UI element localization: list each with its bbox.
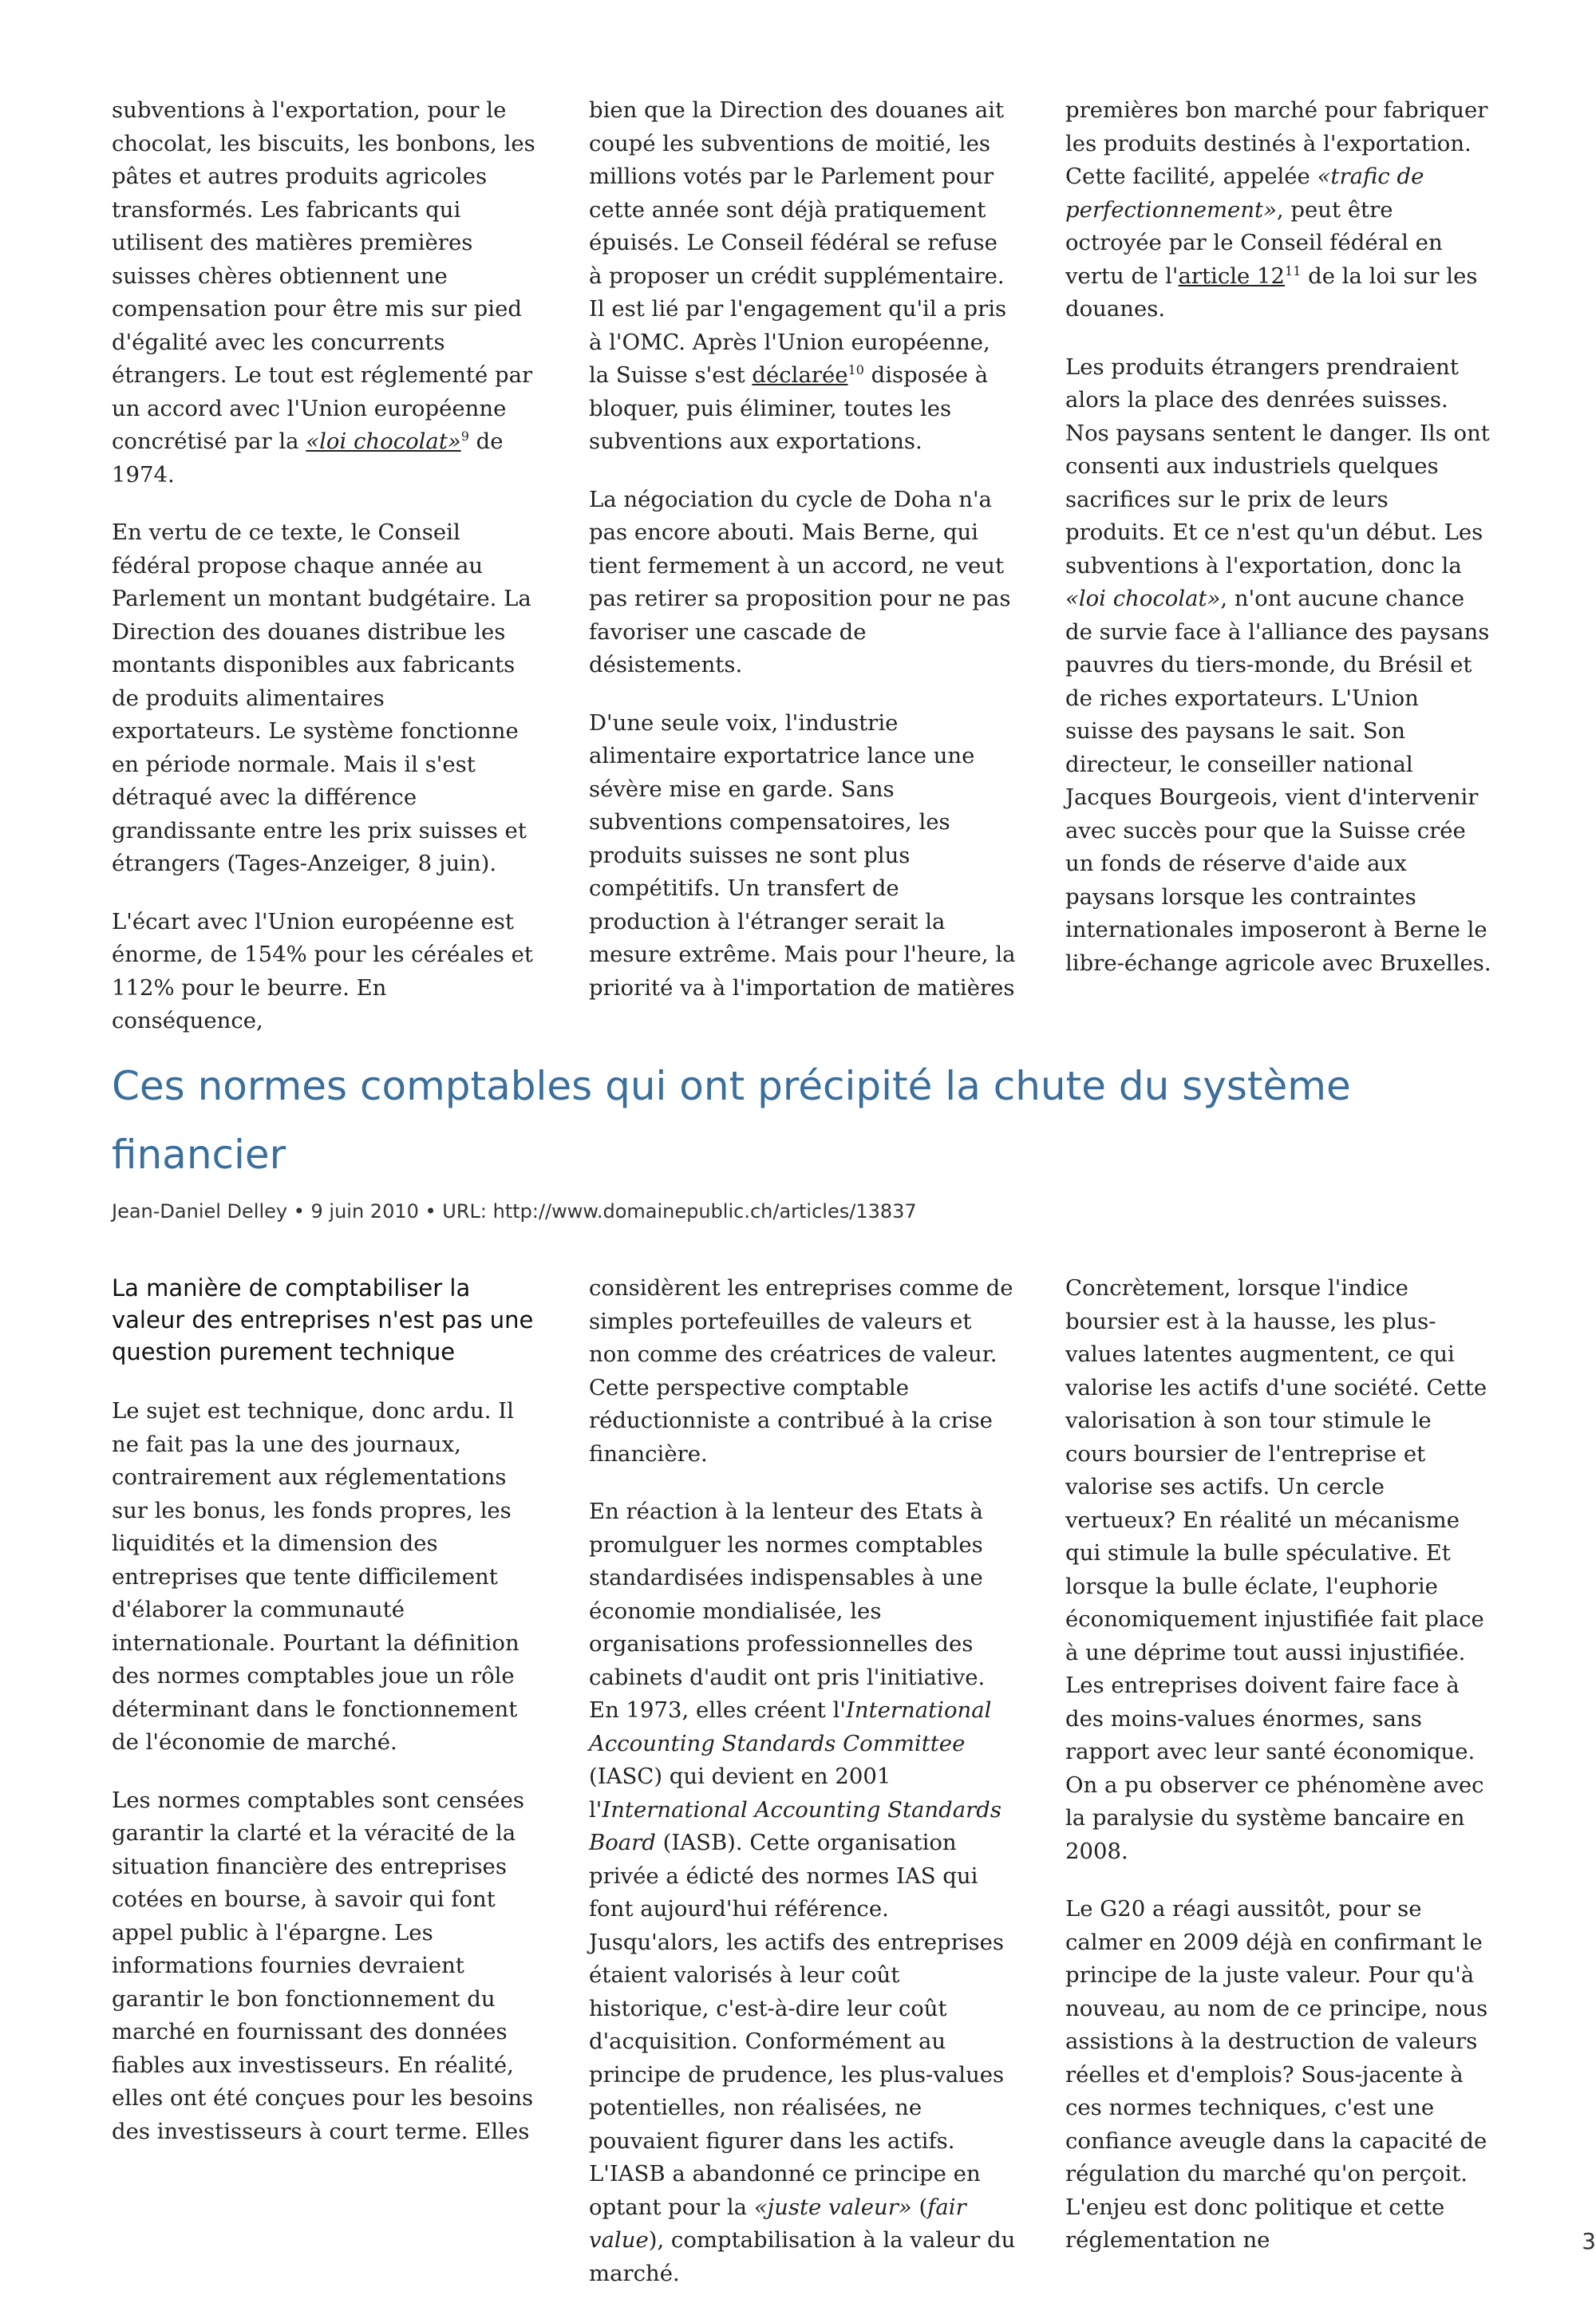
- bottom-col3-paragraph-2: Le G20 a réagi aussitôt, pour se calmer en 2009 déjà en confirmant le principe de la juste valeur. Pour qu'à nouveau, au nom de ce principe, nous assistions à la destruction de valeurs réelles et d'emplois? Sous-jacente à ces normes techniques, c'est une confiance aveugle dans la capacité de régulation du marché qu'on perçoit. L'enjeu est donc politique et cette réglementation ne: [1065, 1896, 1488, 2253]
- footnote-ref: 9: [460, 428, 469, 444]
- bottom-col2-paragraph-1: considèrent les entreprises comme de simples portefeuilles de valeurs et non comme des créatrices de valeur. Cette perspective comptable réductionniste a contribué à la crise financière.: [589, 1275, 1013, 1467]
- bottom-col1-paragraph-2: Les normes comptables sont censées garantir la clarté et la véracité de la situation financière des entreprises cotées en bourse, à savoir qui font appel public à l'épargne. Les informations fournies devraient garantir le bon fonctionnement du marché en fournissant des données fiables aux investisseurs. En réalité, elles ont été conçues pour les besoins des investisseurs à court terme. Elles: [112, 1787, 534, 2144]
- bottom-column-2: [589, 1272, 1017, 2315]
- top-col1-paragraph-3: L'écart avec l'Union européenne est énorme, de 154% pour les céréales et 112% pour le beurre. En conséquence,: [112, 908, 533, 1033]
- declaree-link[interactable]: déclarée: [752, 362, 848, 388]
- loi-chocolat-link[interactable]: «loi chocolat»: [306, 429, 461, 454]
- top-col2-paragraph-3: D'une seule voix, l'industrie alimentaire exportatrice lance une sévère mise en garde. Sans subventions compensatoires, les produits suisses ne sont plus compétitifs. Un transfert de production à l'étranger serait la mesure extrême. Mais pour l'heure, la priorité va à l'importation de matières: [589, 709, 1016, 1001]
- bottom-col1-paragraph-1: Le sujet est technique, donc ardu. Il ne fait pas la une des journaux, contrairement aux réglementations sur les bonus, les fonds propres, les liquidités et la dimension des entreprises que tente difficilement d'élaborer la communauté internationale. Pourtant la définition des normes comptables joue un rôle déterminant dans le fonctionnement de l'économie de marché.: [112, 1398, 519, 1755]
- top-col3-paragraph-2: Les produits étrangers prendraient alors la place des denrées suisses. Nos paysans sentent le danger. Ils ont consenti aux industriels quelques sacrifices sur le prix de leurs produits. Et ce n'est qu'un début. Les subventions à l'exportation, donc la «loi chocolat», n'ont aucune chance de survie face à l'alliance des paysans pauvres du tiers-monde, du Brésil et de riches exportateurs. L'Union suisse des paysans le sait. Son directeur, le conseiller national Jacques Bourgeois, vient d'intervenir avec succès pour que la Suisse crée un fonds de réserve d'aide aux paysans lorsque les contraintes internationales imposeront à Berne le libre-échange agricole avec Bruxelles.: [1065, 354, 1491, 976]
- top-col3-paragraph-1: premières bon marché pour fabriquer les produits destinés à l'exportation. Cette facilité, appelée «trafic de perfectionnement», peut être octroyée par le Conseil fédéral en vertu de l'article 12$^{11}$ de la loi sur les douanes.: [1065, 97, 1488, 322]
- footnote-ref: 11: [1285, 263, 1302, 279]
- top-column-3: [1065, 94, 1493, 1005]
- article-lead: La manière de comptabiliser la valeur des entreprises n'est pas une question purement technique: [112, 1274, 534, 1365]
- bottom-col3-paragraph-1: Concrètement, lorsque l'indice boursier est à la hausse, les plus-values latentes augmentent, ce qui valorise les actifs d'une société. Cette valorisation à son tour stimule le cours boursier de l'entreprise et valorise ses actifs. Un cercle vertueux? En réalité un mécanisme qui stimule la bulle spéculative. Et lorsque la bulle éclate, l'euphorie économiquement injustifiée fait place à une déprime tout aussi injustifiée. Les entreprises doivent faire face à des moins-values énormes, sans rapport avec leur santé économique. On a pu observer ce phénomène avec la paralysie du système bancaire en 2008.: [1065, 1275, 1487, 1864]
- bottom-column-1: [112, 1272, 539, 2173]
- footnote-ref: 10: [847, 361, 864, 377]
- article-byline: Jean-Daniel Delley • 9 juin 2010 • URL: http://www.domainepublic.ch/articles/13837: [112, 1200, 917, 1223]
- top-column-2: [589, 94, 1017, 1029]
- bottom-column-3: [1065, 1272, 1493, 2282]
- article-title: Ces normes comptables qui ont précipité la chute du système financier: [112, 1063, 1351, 1178]
- top-col2-paragraph-1: bien que la Direction des douanes ait coupé les subventions de moitié, les millions votés par le Parlement pour cette année sont déjà pratiquement épuisés. Le Conseil fédéral se refuse à proposer un crédit supplémentaire. Il est lié par l'engagement qu'il a pris à l'OMC. Après l'Union européenne, la Suisse s'est déclarée$^{10}$ disposée à bloquer, puis éliminer, toutes les subventions aux exportations.: [589, 97, 1007, 454]
- bottom-col2-paragraph-2: En réaction à la lenteur des Etats à promulguer les normes comptables standardisées indispensables à une économie mondialisée, les organisations professionnelles des cabinets d'audit ont pris l'initiative. En 1973, elles créent l'International Accounting Standards Committee (IASC) qui devient en 2001 l'International Accounting Standards Board (IASB). Cette organisation privée a édicté des normes IAS qui font aujourd'hui référence. Jusqu'alors, les actifs des entreprises étaient valorisés à leur coût historique, c'est-à-dire leur coût d'acquisition. Conformément au principe de prudence, les plus-values potentielles, non réalisées, ne pouvaient figurer dans les actifs. L'IASB a abandonné ce principe en optant pour la «juste valeur» (fair value), comptabilisation à la valeur du marché.: [589, 1499, 1016, 2286]
- top-col2-paragraph-2: La négociation du cycle de Doha n'a pas encore abouti. Mais Berne, qui tient fermement à un accord, ne veut pas retirer sa proposition pour ne pas favoriser une cascade de désistements.: [589, 486, 1011, 678]
- top-col1-paragraph-1: subventions à l'exportation, pour le chocolat, les biscuits, les bonbons, les pâtes et autres produits agricoles transformés. Les fabricants qui utilisent des matières premières suisses chères obtiennent une compensation pour être mis sur pied d'égalité avec les concurrents étrangers. Le tout est réglementé par un accord avec l'Union européenne concrétisé par la «loi chocolat»$^9$ de 1974.: [112, 97, 535, 488]
- article-12-link[interactable]: article 12: [1178, 263, 1286, 289]
- top-col1-paragraph-2: En vertu de ce texte, le Conseil fédéral propose chaque année au Parlement un montant budgétaire. La Direction des douanes distribue les montants disponibles aux fabricants de produits alimentaires exportateurs. Le système fonctionne en période normale. Mais il s'est détraqué avec la différence grandissante entre les prix suisses et étrangers (Tages-Anzeiger, 8 juin).: [112, 519, 531, 876]
- page-number: 3: [1582, 2228, 1596, 2254]
- top-column-1: [112, 94, 539, 1063]
